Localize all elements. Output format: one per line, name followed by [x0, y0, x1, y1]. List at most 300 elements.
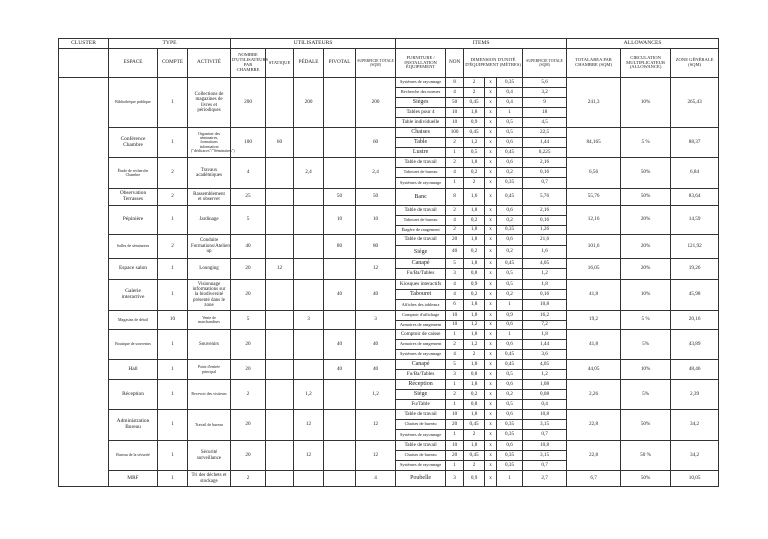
dim-length-cell: 2: [464, 461, 485, 471]
table-row: [59, 78, 719, 88]
item-count-cell: 100: [446, 128, 464, 138]
item-area-cell: 1,44: [523, 138, 567, 148]
header-cluster-spacer: [59, 49, 109, 78]
nombre-utilisateurs-cell: 5: [231, 311, 266, 330]
dim-length-cell: 1,8: [464, 311, 485, 321]
dim-length-cell: 2: [464, 430, 485, 441]
dim-width-cell: 0,5: [497, 370, 523, 380]
item-name-cell: Systèmes de rayonnage: [396, 178, 446, 189]
total-area-cell: 241,3: [567, 78, 621, 128]
item-area-cell: 21,6: [523, 235, 567, 246]
header-compte: COMPTE: [158, 49, 188, 78]
item-name-cell: Chaises de bureau: [396, 420, 446, 430]
item-area-cell: 1,26: [523, 226, 567, 235]
zone-generale-cell: 121,92: [671, 235, 719, 259]
item-area-cell: 3,2: [523, 88, 567, 98]
superficie-utilisateurs-cell: 2,4: [356, 158, 396, 189]
dim-width-cell: 0,9: [497, 311, 523, 321]
item-area-cell: 0,08: [523, 390, 567, 400]
zone-generale-cell: 43,89: [671, 330, 719, 360]
espace-cell: Bureau de la sécurité: [109, 441, 158, 471]
dim-separator-cell: x: [485, 128, 497, 138]
item-name-cell: Comptoir d'affichage: [396, 311, 446, 321]
espace-cell: Espace salon: [109, 259, 158, 280]
pedale-cell: [294, 280, 324, 311]
superficie-utilisateurs-cell: 200: [356, 78, 396, 128]
circulation-cell: 5 %: [621, 311, 671, 330]
item-name-cell: Table de travail: [396, 158, 446, 168]
activite-cell: Tri des déchets et stockage: [188, 471, 231, 487]
item-count-cell: 1: [446, 430, 464, 441]
dim-length-cell: 0,2: [464, 246, 485, 259]
header-activite: ACTIVITÉ: [188, 49, 231, 78]
item-name-cell: Chaises: [396, 128, 446, 138]
statique-cell: [266, 311, 294, 330]
item-name-cell: Sièges: [396, 98, 446, 108]
dim-width-cell: 0,5: [497, 269, 523, 280]
circulation-cell: 20%: [621, 206, 671, 235]
dim-width-cell: 0,35: [497, 461, 523, 471]
total-area-cell: 22,8: [567, 441, 621, 471]
item-area-cell: 0,16: [523, 290, 567, 300]
dim-width-cell: 0,35: [497, 78, 523, 88]
statique-cell: 12: [266, 259, 294, 280]
circulation-cell: 5%: [621, 330, 671, 360]
compte-cell: 1: [158, 330, 188, 360]
table-row: [59, 330, 719, 340]
zone-generale-cell: 2,39: [671, 380, 719, 410]
dim-separator-cell: x: [485, 340, 497, 350]
total-area-cell: 22,8: [567, 410, 621, 441]
dim-separator-cell: x: [485, 178, 497, 189]
compte-cell: 10: [158, 311, 188, 330]
compte-cell: 1: [158, 471, 188, 487]
compte-cell: 1: [158, 360, 188, 380]
item-count-cell: 2: [446, 138, 464, 148]
dim-width-cell: 0,2: [497, 290, 523, 300]
nombre-utilisateurs-cell: 4: [231, 158, 266, 189]
dim-width-cell: 0,6: [497, 380, 523, 390]
item-name-cell: Réception: [396, 380, 446, 390]
superficie-utilisateurs-cell: 12: [356, 259, 396, 280]
item-name-cell: Tabouret de bureau: [396, 216, 446, 226]
dim-separator-cell: x: [485, 280, 497, 290]
item-area-cell: 0,4: [523, 400, 567, 410]
zone-generale-cell: 48,46: [671, 360, 719, 380]
pedale-cell: [294, 471, 324, 487]
item-area-cell: 2,16: [523, 206, 567, 216]
item-area-cell: 0,225: [523, 148, 567, 158]
nombre-utilisateurs-cell: 5: [231, 206, 266, 235]
item-area-cell: 0,16: [523, 168, 567, 178]
dim-separator-cell: x: [485, 206, 497, 216]
item-area-cell: 18: [523, 108, 567, 118]
item-area-cell: 2,7: [523, 471, 567, 487]
statique-cell: [266, 189, 294, 206]
dim-separator-cell: x: [485, 108, 497, 118]
header-dimension: DIMENSION D'UNITÉ D'ÉQUIPEMENT (MÈTRES): [464, 49, 523, 78]
superficie-utilisateurs-cell: 80: [356, 235, 396, 259]
compte-cell: 1: [158, 259, 188, 280]
item-area-cell: 10,8: [523, 441, 567, 451]
compte-cell: 1: [158, 128, 188, 158]
item-count-cell: 5: [446, 259, 464, 269]
dim-length-cell: 0,9: [464, 118, 485, 128]
pedale-cell: [294, 259, 324, 280]
pedale-cell: [294, 206, 324, 235]
dim-width-cell: 0,35: [497, 226, 523, 235]
dim-length-cell: 2: [464, 178, 485, 189]
item-count-cell: 2: [446, 206, 464, 216]
activite-cell: Sécurité surveillance: [188, 441, 231, 471]
header-furniture: FURNITURE / INSTALLATION ÉQUIPEMENT: [396, 49, 446, 78]
superficie-utilisateurs-cell: 10: [356, 206, 396, 235]
compte-cell: 1: [158, 206, 188, 235]
dim-separator-cell: x: [485, 189, 497, 206]
dim-length-cell: 1,8: [464, 330, 485, 340]
item-area-cell: 1,44: [523, 340, 567, 350]
item-count-cell: 1: [446, 148, 464, 158]
item-count-cell: 4: [446, 290, 464, 300]
dim-length-cell: 2: [464, 88, 485, 98]
item-area-cell: 22,5: [523, 128, 567, 138]
dim-width-cell: 0,6: [497, 158, 523, 168]
dim-width-cell: 0,5: [497, 280, 523, 290]
activite-cell: Point d'entrée principal: [188, 360, 231, 380]
item-count-cell: 10: [446, 410, 464, 420]
total-area-cell: 19,2: [567, 311, 621, 330]
dim-length-cell: 0,5: [464, 148, 485, 158]
item-area-cell: 2,16: [523, 158, 567, 168]
dim-width-cell: 0,45: [497, 148, 523, 158]
item-area-cell: 4,5: [523, 118, 567, 128]
dim-length-cell: 0,2: [464, 216, 485, 226]
dim-separator-cell: x: [485, 226, 497, 235]
header-espace: ESPACE: [109, 49, 158, 78]
item-name-cell: Table individuelle: [396, 118, 446, 128]
espace-cell: Boutique de souvenirs: [109, 330, 158, 360]
espace-cell: Administration Bureau: [109, 410, 158, 441]
circulation-cell: 5%: [621, 380, 671, 410]
table-row: [59, 441, 719, 451]
pivotal-cell: [324, 259, 356, 280]
dim-width-cell: 1: [497, 108, 523, 118]
dim-separator-cell: x: [485, 78, 497, 88]
item-count-cell: 40: [446, 246, 464, 259]
item-count-cell: 1: [446, 461, 464, 471]
dim-width-cell: 0,35: [497, 430, 523, 441]
total-area-cell: 101,6: [567, 235, 621, 259]
compte-cell: 2: [158, 158, 188, 189]
activite-cell: Travaux académiques: [188, 158, 231, 189]
dim-width-cell: 0,5: [497, 400, 523, 410]
item-count-cell: 2: [446, 340, 464, 350]
pedale-cell: 1,2: [294, 380, 324, 410]
item-area-cell: 1,6: [523, 246, 567, 259]
nombre-utilisateurs-cell: 20: [231, 280, 266, 311]
item-count-cell: 3: [446, 370, 464, 380]
item-name-cell: Fu/Ba/Tables: [396, 269, 446, 280]
dim-separator-cell: x: [485, 216, 497, 226]
dim-separator-cell: x: [485, 400, 497, 410]
header-superficie-items: SUPERFICIE TOTALE (SQM): [523, 49, 567, 78]
dim-width-cell: 0,2: [497, 168, 523, 178]
item-name-cell: Siège: [396, 246, 446, 259]
pivotal-cell: [324, 441, 356, 471]
item-count-cell: 8: [446, 78, 464, 88]
superficie-utilisateurs-cell: 60: [356, 128, 396, 158]
activite-cell: Lounging: [188, 259, 231, 280]
header-statique: STATIQUE: [266, 49, 294, 78]
dim-length-cell: 1,8: [464, 158, 485, 168]
item-count-cell: 1: [446, 400, 464, 410]
item-count-cell: 10: [446, 441, 464, 451]
dim-width-cell: 0,45: [497, 189, 523, 206]
item-count-cell: 10: [446, 118, 464, 128]
item-count-cell: 8: [446, 189, 464, 206]
espace-cell: Observation Terrasses: [109, 189, 158, 206]
item-area-cell: 0,7: [523, 430, 567, 441]
item-name-cell: Systèmes de rayonnage: [396, 78, 446, 88]
item-count-cell: 6: [446, 300, 464, 311]
dim-separator-cell: x: [485, 330, 497, 340]
superficie-utilisateurs-cell: 40: [356, 360, 396, 380]
dim-width-cell: 0,6: [497, 235, 523, 246]
item-count-cell: 2: [446, 158, 464, 168]
pivotal-cell: [324, 380, 356, 410]
pivotal-cell: [324, 158, 356, 189]
item-name-cell: Chaises de bureau: [396, 451, 446, 461]
item-name-cell: Systèmes de rayonnage: [396, 430, 446, 441]
item-name-cell: Affiches des tableaux: [396, 300, 446, 311]
header-row-columns: [59, 49, 719, 78]
dim-separator-cell: x: [485, 420, 497, 430]
item-area-cell: 1,08: [523, 380, 567, 390]
espace-cell: Réception: [109, 380, 158, 410]
item-count-cell: 2: [446, 226, 464, 235]
dim-length-cell: 0,8: [464, 400, 485, 410]
dim-length-cell: 0,8: [464, 269, 485, 280]
statique-cell: [266, 280, 294, 311]
activite-cell: Travail de bureau: [188, 410, 231, 441]
activite-cell: Visionnage informations sur la biodiversité présenté dans le zone: [188, 280, 231, 311]
item-area-cell: 1,8: [523, 280, 567, 290]
total-area-cell: 41,8: [567, 330, 621, 360]
item-area-cell: 1,8: [523, 330, 567, 340]
item-count-cell: 1: [446, 178, 464, 189]
dim-width-cell: 0,5: [497, 128, 523, 138]
pedale-cell: [294, 128, 324, 158]
dim-length-cell: 0,2: [464, 168, 485, 178]
dim-width-cell: 1: [497, 300, 523, 311]
superficie-utilisateurs-cell: 3: [356, 311, 396, 330]
item-count-cell: 50: [446, 98, 464, 108]
statique-cell: [266, 410, 294, 441]
table-row: [59, 280, 719, 290]
item-area-cell: 4,05: [523, 360, 567, 370]
item-name-cell: Systèmes de rayonnage: [396, 461, 446, 471]
header-pedale: PÉDALE: [294, 49, 324, 78]
zone-generale-cell: 6,84: [671, 158, 719, 189]
item-count-cell: 1: [446, 380, 464, 390]
superficie-utilisateurs-cell: 4: [356, 471, 396, 487]
dim-separator-cell: x: [485, 290, 497, 300]
dim-length-cell: 1,2: [464, 138, 485, 148]
statique-cell: [266, 471, 294, 487]
dim-length-cell: 0,2: [464, 390, 485, 400]
item-area-cell: 10,8: [523, 410, 567, 420]
item-name-cell: Table de travail: [396, 410, 446, 420]
dim-length-cell: 1,8: [464, 108, 485, 118]
item-name-cell: Table de travail: [396, 206, 446, 216]
dim-separator-cell: x: [485, 148, 497, 158]
dim-length-cell: 1,2: [464, 340, 485, 350]
nombre-utilisateurs-cell: 20: [231, 441, 266, 471]
item-count-cell: 3: [446, 471, 464, 487]
compte-cell: 1: [158, 78, 188, 128]
total-area-cell: 2,26: [567, 380, 621, 410]
item-count-cell: 4: [446, 168, 464, 178]
dim-separator-cell: x: [485, 380, 497, 390]
nombre-utilisateurs-cell: 40: [231, 235, 266, 259]
pivotal-cell: 40: [324, 360, 356, 380]
table-row: [59, 206, 719, 216]
item-area-cell: 1,2: [523, 370, 567, 380]
dim-separator-cell: x: [485, 235, 497, 246]
statique-cell: [266, 206, 294, 235]
total-area-cell: 16,05: [567, 259, 621, 280]
activite-cell: Souvenirs: [188, 330, 231, 360]
circulation-cell: 50%: [621, 158, 671, 189]
statique-cell: [266, 78, 294, 128]
circulation-cell: 20%: [621, 259, 671, 280]
dim-length-cell: 1,2: [464, 321, 485, 330]
table-row: [59, 128, 719, 138]
dim-length-cell: 1,8: [464, 300, 485, 311]
dim-length-cell: 1,8: [464, 380, 485, 390]
zone-generale-cell: 83,64: [671, 189, 719, 206]
compte-cell: 1: [158, 441, 188, 471]
pedale-cell: 2,4: [294, 158, 324, 189]
superficie-utilisateurs-cell: 40: [356, 280, 396, 311]
dim-width-cell: 0,35: [497, 420, 523, 430]
cluster-cell: [59, 78, 109, 487]
table-row: [59, 259, 719, 269]
activite-cell: Jardinage: [188, 206, 231, 235]
item-count-cell: 4: [446, 216, 464, 226]
item-name-cell: Comptoir de caisse: [396, 330, 446, 340]
item-area-cell: 0,16: [523, 216, 567, 226]
item-area-cell: 0,7: [523, 178, 567, 189]
item-name-cell: Armoires de rangement: [396, 340, 446, 350]
item-name-cell: Canapé: [396, 360, 446, 370]
table-row: [59, 311, 719, 321]
nombre-utilisateurs-cell: 20: [231, 259, 266, 280]
dim-length-cell: 1,8: [464, 360, 485, 370]
dim-width-cell: 0,6: [497, 441, 523, 451]
espace-cell: Pépinière: [109, 206, 158, 235]
dim-separator-cell: x: [485, 410, 497, 420]
item-name-cell: Kiosques interactifs: [396, 280, 446, 290]
item-area-cell: 9: [523, 98, 567, 108]
item-name-cell: Table de travail: [396, 235, 446, 246]
item-name-cell: Tables pour 4: [396, 108, 446, 118]
dim-length-cell: 0,9: [464, 471, 485, 487]
total-area-cell: 84,165: [567, 128, 621, 158]
table-row: [59, 410, 719, 420]
item-name-cell: Banc: [396, 189, 446, 206]
dim-length-cell: 0,45: [464, 451, 485, 461]
dim-width-cell: 0,45: [497, 350, 523, 360]
dim-separator-cell: x: [485, 246, 497, 259]
total-area-cell: 55,76: [567, 189, 621, 206]
dim-width-cell: 0,2: [497, 246, 523, 259]
statique-cell: 60: [266, 128, 294, 158]
item-count-cell: 20: [446, 420, 464, 430]
item-count-cell: 2: [446, 390, 464, 400]
dim-separator-cell: x: [485, 451, 497, 461]
activite-cell: Collections de magazines de livres et périodiques: [188, 78, 231, 128]
pivotal-cell: [324, 78, 356, 128]
nombre-utilisateurs-cell: 100: [231, 128, 266, 158]
dim-separator-cell: x: [485, 158, 497, 168]
item-area-cell: 16,2: [523, 311, 567, 321]
nombre-utilisateurs-cell: 20: [231, 360, 266, 380]
dim-width-cell: 0,6: [497, 321, 523, 330]
dim-length-cell: 1,8: [464, 259, 485, 269]
item-name-cell: Canapé: [396, 259, 446, 269]
activite-cell: Organiser des séminaires, formations information ("dédicaces"/"Séminaires"): [188, 128, 231, 158]
compte-cell: 1: [158, 410, 188, 441]
activite-cell: Recevoir des visiteurs: [188, 380, 231, 410]
item-area-cell: 0,7: [523, 461, 567, 471]
item-name-cell: Poubelle: [396, 471, 446, 487]
item-count-cell: 10: [446, 311, 464, 321]
circulation-cell: 50%: [621, 471, 671, 487]
item-name-cell: Armoires de rangement: [396, 321, 446, 330]
dim-separator-cell: x: [485, 350, 497, 360]
pivotal-cell: 10: [324, 206, 356, 235]
item-count-cell: 1: [446, 330, 464, 340]
item-name-cell: Tabouret: [396, 290, 446, 300]
statique-cell: [266, 360, 294, 380]
dim-separator-cell: x: [485, 300, 497, 311]
activite-cell: Vente de marchandises: [188, 311, 231, 330]
dim-length-cell: 1,8: [464, 235, 485, 246]
espace-cell: Magasins de détail: [109, 311, 158, 330]
item-count-cell: 4: [446, 280, 464, 290]
dim-separator-cell: x: [485, 269, 497, 280]
item-area-cell: 3,15: [523, 451, 567, 461]
item-area-cell: 10,8: [523, 300, 567, 311]
item-name-cell: Tabouret de bureau: [396, 168, 446, 178]
dim-width-cell: 0,4: [497, 88, 523, 98]
circulation-cell: 50%: [621, 189, 671, 206]
compte-cell: 1: [158, 380, 188, 410]
item-count-cell: 4: [446, 88, 464, 98]
pivotal-cell: [324, 311, 356, 330]
compte-cell: 1: [158, 280, 188, 311]
zone-generale-cell: 19,26: [671, 259, 719, 280]
pivotal-cell: [324, 128, 356, 158]
zone-generale-cell: 14,59: [671, 206, 719, 235]
dim-separator-cell: x: [485, 98, 497, 108]
dim-length-cell: 2: [464, 78, 485, 88]
dim-separator-cell: x: [485, 88, 497, 98]
table-row: [59, 471, 719, 487]
zone-generale-cell: 34,2: [671, 410, 719, 441]
dim-length-cell: 0,45: [464, 420, 485, 430]
